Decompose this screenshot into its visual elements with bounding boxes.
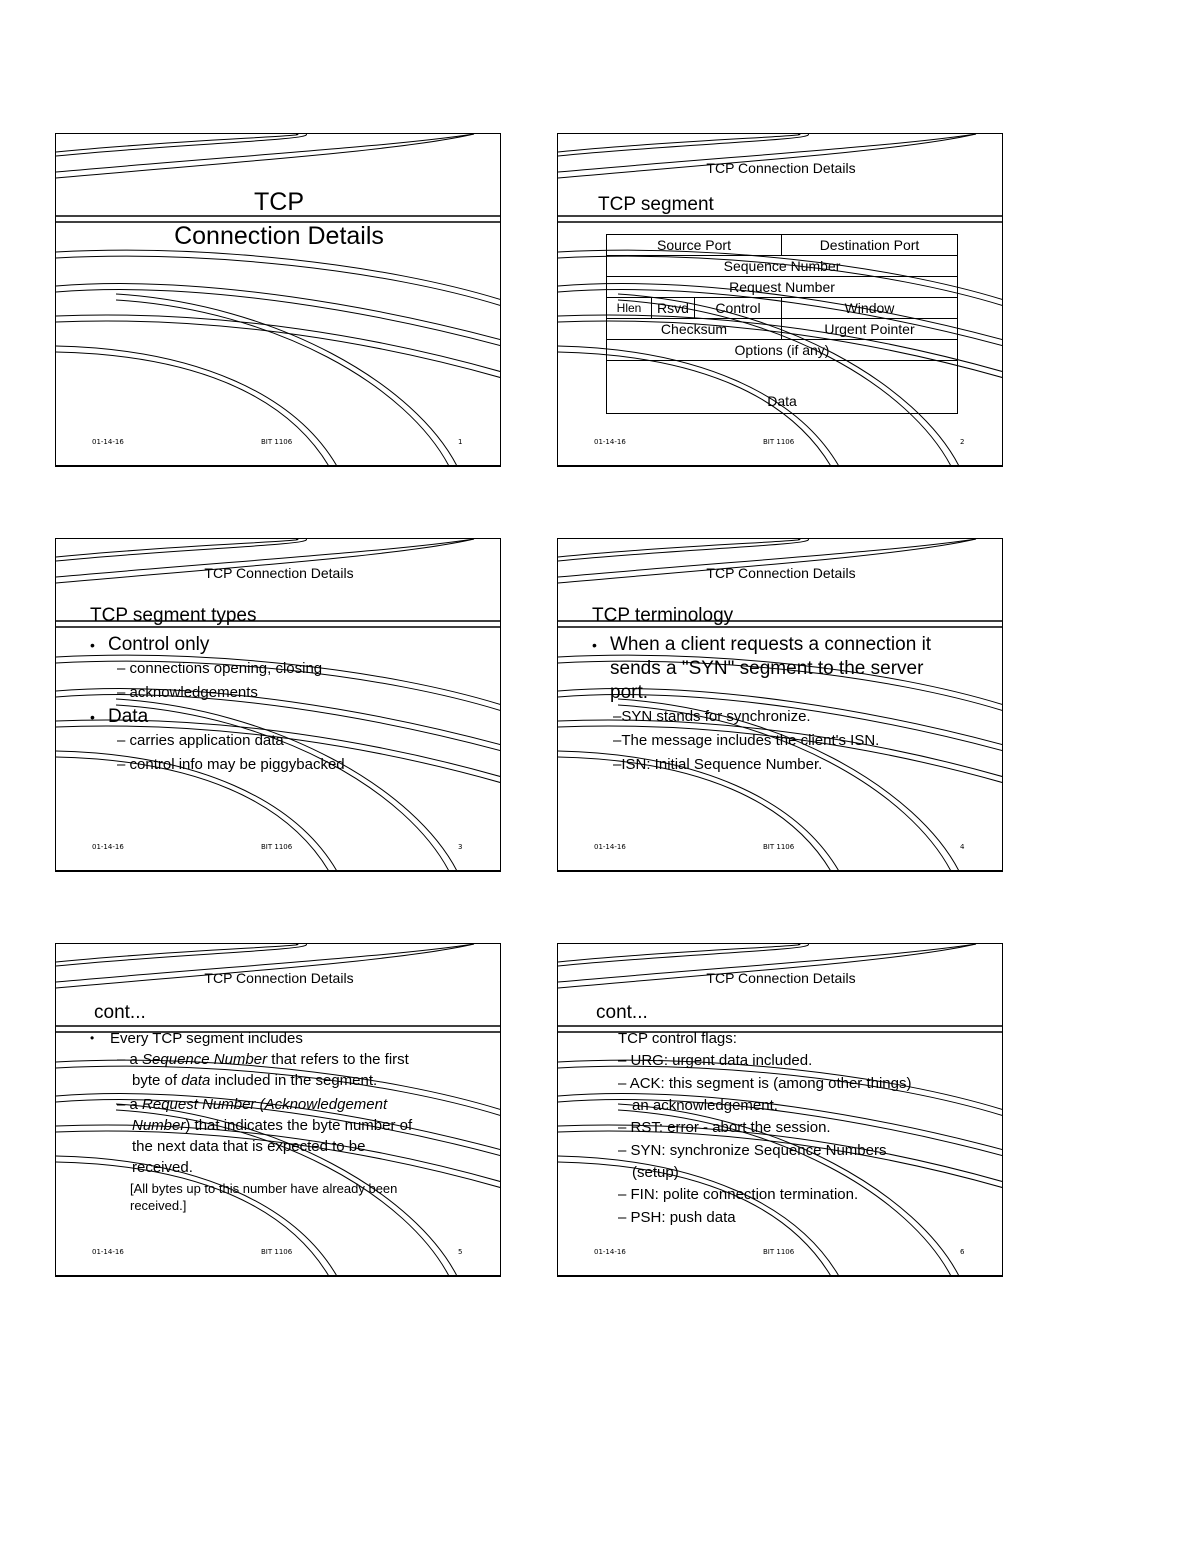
- sub-text: The message includes the client's ISN.: [621, 732, 880, 749]
- bullet-text: Control only: [108, 634, 210, 655]
- sub-item: –The message includes the client's ISN.: [613, 732, 880, 749]
- slide-content: [618, 1028, 982, 1229]
- slide-header: TCP Connection Details: [706, 565, 856, 581]
- flag-item-continuation: an acknowledgement.: [632, 1097, 778, 1114]
- footer-date: 01-14-16: [594, 1248, 626, 1256]
- footer-date: 01-14-16: [594, 438, 626, 446]
- slide-content: [90, 1028, 480, 1214]
- bullet-icon: •: [592, 637, 597, 653]
- sub-text: included in the segment.: [214, 1072, 378, 1089]
- slide-title: TCP segment: [598, 194, 714, 215]
- sub-text-emphasis: Sequence Number: [142, 1051, 268, 1068]
- slide-6: [557, 943, 1003, 1277]
- slide-4: [557, 538, 1003, 872]
- flag-item: – URG: urgent data included.: [618, 1052, 813, 1069]
- sub-item: – a Request Number (Acknowledgement: [117, 1096, 388, 1113]
- bullet-icon: •: [90, 709, 95, 725]
- sub-text: SYN stands for synchronize.: [621, 708, 811, 725]
- flag-item: – ACK: this segment is (among other things): [618, 1075, 912, 1092]
- slide-number: 2: [960, 438, 965, 446]
- bullet-item: [90, 705, 480, 729]
- flag-text: RST: error - abort the session.: [630, 1119, 831, 1136]
- footer-date: 01-14-16: [594, 843, 626, 851]
- note-line: [All bytes up to this number have already been: [130, 1181, 398, 1196]
- slide-header: TCP Connection Details: [706, 160, 856, 176]
- sub-text-emphasis: Request Number (Acknowledgement: [142, 1096, 388, 1113]
- sub-text: byte of: [132, 1072, 178, 1089]
- bullet-item: [592, 633, 982, 705]
- slide-2: [557, 133, 1003, 467]
- bullet-icon: •: [90, 637, 95, 653]
- footer-date: 01-14-16: [92, 1248, 124, 1256]
- flags-intro: TCP control flags:: [618, 1030, 737, 1047]
- flags-list: [618, 1049, 982, 1229]
- footer-course: BIT 1106: [261, 438, 293, 446]
- slide-content: [90, 633, 480, 777]
- footer-course: BIT 1106: [763, 438, 795, 446]
- bullet-text-line: When a client requests a connection it: [610, 634, 932, 655]
- slide-header: TCP Connection Details: [204, 565, 354, 581]
- flag-text: PSH: push data: [630, 1209, 736, 1226]
- sub-item: – connections opening, closing: [117, 660, 323, 677]
- flag-text: ACK: this segment is (among other things): [629, 1075, 912, 1092]
- flag-item: – RST: error - abort the session.: [618, 1119, 831, 1136]
- slide-content: [592, 633, 982, 777]
- control-cell: Control: [695, 298, 782, 319]
- sub-item: –ISN: Initial Sequence Number.: [613, 756, 823, 773]
- bullet-text-line: port.: [610, 682, 649, 703]
- slide-title: cont...: [596, 1002, 648, 1023]
- rsvd-cell: Rsvd: [652, 298, 695, 319]
- slide-number: 5: [458, 1248, 463, 1256]
- destination-port-cell: Destination Port: [782, 235, 958, 256]
- sub-text: a: [129, 1096, 138, 1113]
- bullet-text: Data: [108, 706, 149, 727]
- slide-title: cont...: [94, 1002, 146, 1023]
- sub-item: – control info may be piggybacked: [117, 756, 345, 773]
- flag-item: – PSH: push data: [618, 1209, 736, 1226]
- sub-item-continuation: the next data that is expected to be: [132, 1138, 366, 1155]
- sub-text: acknowledgements: [129, 684, 258, 701]
- slide-number: 3: [458, 843, 463, 851]
- footer-course: BIT 1106: [261, 1248, 293, 1256]
- tcp-segment-table: [606, 234, 958, 414]
- sub-text: ) that indicates the byte number of: [185, 1117, 413, 1134]
- window-cell: Window: [782, 298, 958, 319]
- slide-title: TCP terminology: [592, 605, 734, 626]
- sub-text: carries application data: [129, 732, 284, 749]
- sub-item: – carries application data: [117, 732, 284, 749]
- footer-course: BIT 1106: [763, 843, 795, 851]
- bullet-text: Every TCP segment includes: [110, 1030, 303, 1047]
- footer-date: 01-14-16: [92, 843, 124, 851]
- flag-item: – FIN: polite connection termination.: [618, 1186, 859, 1203]
- flag-text: SYN: synchronize Sequence Numbers: [630, 1142, 887, 1159]
- sequence-number-cell: Sequence Number: [607, 256, 958, 277]
- slide-number: 1: [458, 438, 463, 446]
- sub-item: –SYN stands for synchronize.: [613, 708, 811, 725]
- flag-text: FIN: polite connection termination.: [630, 1186, 859, 1203]
- slide-header: TCP Connection Details: [706, 970, 856, 986]
- cover-title-line-1: TCP: [254, 188, 304, 216]
- note-line: received.]: [130, 1198, 187, 1213]
- bullet-text-line: sends a "SYN" segment to the server: [610, 658, 924, 679]
- sub-text: control info may be piggybacked: [129, 756, 345, 773]
- checksum-cell: Checksum: [607, 319, 782, 340]
- slide-3: [55, 538, 501, 872]
- sub-text: that refers to the first: [271, 1051, 409, 1068]
- urgent-pointer-cell: Urgent Pointer: [782, 319, 958, 340]
- sub-text-emphasis: data: [181, 1072, 211, 1089]
- data-cell: Data: [607, 361, 958, 414]
- flag-item: – SYN: synchronize Sequence Numbers: [618, 1142, 887, 1159]
- options-cell: Options (if any): [607, 340, 958, 361]
- request-number-cell: Request Number: [607, 277, 958, 298]
- sub-item: – acknowledgements: [117, 684, 258, 701]
- hlen-cell: Hlen: [607, 298, 652, 319]
- bullet-item: [90, 633, 480, 657]
- slide-1: [55, 133, 501, 467]
- footer-course: BIT 1106: [763, 1248, 795, 1256]
- flag-text: URG: urgent data included.: [630, 1052, 813, 1069]
- sub-text: connections opening, closing: [129, 660, 323, 677]
- slide-number: 4: [960, 843, 965, 851]
- cover-title-line-2: Connection Details: [174, 222, 384, 250]
- sub-item: – a Sequence Number that refers to the first: [117, 1051, 409, 1068]
- sub-text: ISN: Initial Sequence Number.: [621, 756, 823, 773]
- slide-5: [55, 943, 501, 1277]
- sub-item-continuation: [90, 1115, 480, 1136]
- bullet-icon: •: [90, 1031, 95, 1045]
- swoosh-decoration: [56, 134, 501, 467]
- bullet-item: [90, 1028, 480, 1049]
- footer-course: BIT 1106: [261, 843, 293, 851]
- sub-text: a: [129, 1051, 138, 1068]
- sub-item-continuation: received.: [132, 1159, 193, 1176]
- slide-number: 6: [960, 1248, 965, 1256]
- flag-item-continuation: (setup): [632, 1164, 679, 1181]
- sub-text-emphasis: Number: [132, 1117, 186, 1134]
- slide-header: TCP Connection Details: [204, 970, 354, 986]
- source-port-cell: Source Port: [607, 235, 782, 256]
- sub-item-continuation: [90, 1070, 480, 1091]
- slide-title: TCP segment types: [90, 605, 257, 626]
- footer-date: 01-14-16: [92, 438, 124, 446]
